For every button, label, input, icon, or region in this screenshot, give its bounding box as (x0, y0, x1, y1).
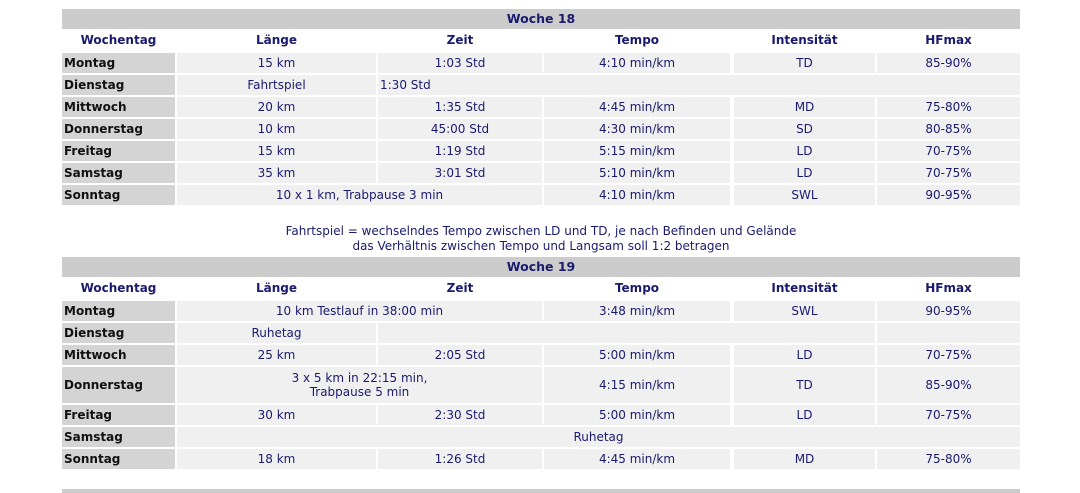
row-day: Samstag (62, 163, 175, 183)
table-row (62, 427, 1020, 447)
row-day: Montag (62, 53, 175, 73)
row-laenge: 10 km (177, 119, 376, 139)
row-zeit: 45:00 Std (378, 119, 542, 139)
row-laenge: 15 km (177, 53, 376, 73)
header-laenge: Länge (177, 277, 376, 299)
row-tempo: 4:10 min/km (544, 185, 730, 205)
table-row (62, 449, 1020, 469)
table-row (62, 301, 1020, 321)
table-row (62, 119, 1020, 139)
table-row (62, 345, 1020, 365)
row-laenge: 18 km (177, 449, 376, 469)
row-hfmax: 85-90% (877, 53, 1020, 73)
row-hfmax: 70-75% (877, 141, 1020, 161)
row-day: Dienstag (62, 323, 175, 343)
row-zeit: 2:30 Std (378, 405, 542, 425)
table-row (62, 53, 1020, 73)
row-intensitaet: LD (734, 345, 875, 365)
week18-header-row (62, 29, 1020, 51)
row-zeit: 1:30 Std (378, 75, 1020, 95)
row-day: Montag (62, 301, 175, 321)
row-hfmax: 70-75% (877, 405, 1020, 425)
row-hfmax: 75-80% (877, 97, 1020, 117)
row-day: Samstag (62, 427, 175, 447)
table-row (62, 97, 1020, 117)
header-intensitaet: Intensität (734, 277, 875, 299)
row-day: Mittwoch (62, 97, 175, 117)
row-intensitaet: SD (734, 119, 875, 139)
table-row (62, 141, 1020, 161)
week18-title: Woche 18 (62, 9, 1020, 29)
table-row (62, 75, 1020, 95)
week19-header-row (62, 277, 1020, 299)
header-intensitaet: Intensität (734, 29, 875, 51)
row-tempo: 5:00 min/km (544, 405, 730, 425)
row-laenge: 35 km (177, 163, 376, 183)
row-laenge-zeit: 10 km Testlauf in 38:00 min (177, 301, 542, 321)
row-empty (378, 323, 875, 343)
row-hfmax: 85-90% (877, 367, 1020, 403)
row-laenge: 25 km (177, 345, 376, 365)
row-hfmax: 90-95% (877, 185, 1020, 205)
table-row (62, 163, 1020, 183)
row-intensitaet: TD (734, 367, 875, 403)
header-zeit: Zeit (378, 29, 542, 51)
bottom-divider (62, 489, 1020, 493)
row-day: Freitag (62, 141, 175, 161)
row-day: Freitag (62, 405, 175, 425)
row-tempo: 5:00 min/km (544, 345, 730, 365)
row-laenge-zeit (177, 367, 542, 403)
row-day: Mittwoch (62, 345, 175, 365)
table-row (62, 405, 1020, 425)
week19-title: Woche 19 (62, 257, 1020, 277)
row-hfmax: 90-95% (877, 301, 1020, 321)
row-zeit: 3:01 Std (378, 163, 542, 183)
row-laenge-zeit: 10 x 1 km, Trabpause 3 min (177, 185, 542, 205)
row-intensitaet: LD (734, 141, 875, 161)
row-tempo: 4:45 min/km (544, 97, 730, 117)
row-tempo: 4:15 min/km (544, 367, 730, 403)
row-day: Sonntag (62, 449, 175, 469)
row-zeit: 1:19 Std (378, 141, 542, 161)
row-zeit: 1:03 Std (378, 53, 542, 73)
row-span-line-1: 3 x 5 km in 22:15 min, (291, 371, 428, 385)
header-wochentag: Wochentag (62, 29, 175, 51)
header-laenge: Länge (177, 29, 376, 51)
row-day: Donnerstag (62, 367, 175, 403)
row-tempo: 3:48 min/km (544, 301, 730, 321)
week18-table (62, 9, 1020, 205)
row-zeit: 1:26 Std (378, 449, 542, 469)
row-laenge: 20 km (177, 97, 376, 117)
row-day: Dienstag (62, 75, 175, 95)
week19-table (62, 257, 1020, 469)
row-tempo: 5:10 min/km (544, 163, 730, 183)
row-laenge: Fahrtspiel (177, 75, 376, 95)
table-row (62, 185, 1020, 205)
row-hfmax: 75-80% (877, 449, 1020, 469)
row-laenge: Ruhetag (177, 323, 376, 343)
row-full: Ruhetag (177, 427, 1020, 447)
table-row (62, 367, 1020, 403)
fahrtspiel-note (62, 224, 1020, 254)
row-intensitaet: MD (734, 97, 875, 117)
row-laenge: 15 km (177, 141, 376, 161)
row-intensitaet: TD (734, 53, 875, 73)
row-empty (877, 323, 1020, 343)
header-hfmax: HFmax (877, 277, 1020, 299)
row-zeit: 2:05 Std (378, 345, 542, 365)
row-hfmax: 70-75% (877, 345, 1020, 365)
row-hfmax: 80-85% (877, 119, 1020, 139)
table-row (62, 323, 1020, 343)
row-intensitaet: SWL (734, 301, 875, 321)
row-day: Sonntag (62, 185, 175, 205)
header-wochentag: Wochentag (62, 277, 175, 299)
row-tempo: 5:15 min/km (544, 141, 730, 161)
row-intensitaet: SWL (734, 185, 875, 205)
row-day: Donnerstag (62, 119, 175, 139)
header-tempo: Tempo (544, 277, 730, 299)
row-laenge: 30 km (177, 405, 376, 425)
row-zeit: 1:35 Std (378, 97, 542, 117)
header-zeit: Zeit (378, 277, 542, 299)
note-line-1: Fahrtspiel = wechselndes Tempo zwischen LD und TD, je nach Befinden und Gelände (285, 224, 797, 238)
row-span-line-2: Trabpause 5 min (309, 385, 410, 399)
row-tempo: 4:30 min/km (544, 119, 730, 139)
row-intensitaet: LD (734, 405, 875, 425)
row-intensitaet: LD (734, 163, 875, 183)
header-tempo: Tempo (544, 29, 730, 51)
note-line-2: das Verhältnis zwischen Tempo und Langsam soll 1:2 betragen (352, 239, 730, 253)
row-intensitaet: MD (734, 449, 875, 469)
header-hfmax: HFmax (877, 29, 1020, 51)
row-tempo: 4:45 min/km (544, 449, 730, 469)
row-hfmax: 70-75% (877, 163, 1020, 183)
row-tempo: 4:10 min/km (544, 53, 730, 73)
